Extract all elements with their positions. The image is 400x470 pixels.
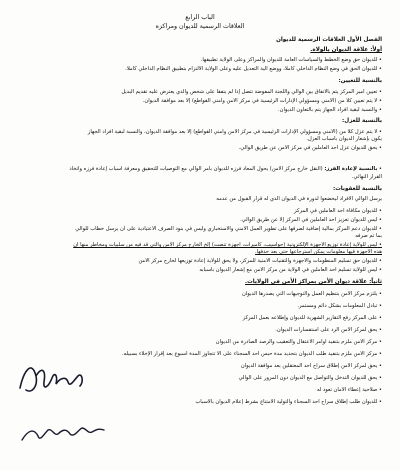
subheading-penalties: بالنسبة للعقوبات:: [332, 186, 382, 192]
text-line: • للديوان حق وضع الخطط والسياسات العامة للديوان والمراكز وعلى الولاية تطبيقها.: [16, 57, 382, 63]
text-line: • ليس للولاية تسليم أحد العاملين في الولاية من مركز الأمن مع إشعار الديوان بأسبابه: [16, 267, 382, 273]
section-first-heading: أولاً: علاقة الديوان بالولاة.: [310, 47, 382, 53]
text-line: • تعيين أمير المركز يتم بالاتفاق بين الوالي واللجنة المفوضة تتصل إذا لم يتفقا على شخص والذي يعترض عليه تقديم البديل: [16, 89, 382, 95]
text-line: هذه الأجهزة فيها معلومات يمكن استرجاعها حتى بعد حذفها.: [254, 249, 382, 255]
text-line: [16, 166, 382, 172]
text-line: • مركز الأمن ملزم بتنفيذ أوامر الاعتقال والتعقيب والرصد الصادرة من الديوان: [16, 339, 382, 345]
text-line: • ليس للديوان تعزيز أحد العاملين في المركز إلا عن طريق الوالي.: [16, 217, 382, 223]
chapter-heading: الفصل الأول العلاقات الرسمية للديوان: [276, 37, 382, 43]
text-line: يكون بإشعار الديوان بأسباب العزل.: [306, 136, 382, 142]
text-line: • يحق للديوان التدخل والتواصل مع الديوان دون المرور على الوالي: [16, 375, 382, 381]
text-line: • تبادل المعلومات بشكل دائم ومستمر.: [16, 303, 382, 309]
text-line: • يحق للديوان عزل أحد العاملين في مركز الأمن عن طريق الوالي.: [16, 145, 382, 151]
text-line: • للديوان دعم المركز بمالية إضافية لصرفها على تطوير العمل الأمني والاستخباري وليس في بنود الصرف الاعتيادية على أن يرسل خطاب للوالي: [16, 226, 382, 232]
text-line: • يلتزم مركز الأمن بتنظيم العمل والتوجيهات التي يصدرها الديوان: [16, 291, 382, 297]
text-line: • للديوان مكافأة أحد العاملين في المركز: [16, 208, 382, 214]
text-line: • على المركز رفع التقارير الشهرية للديوان وإطلاعه بعمل المركز: [16, 315, 382, 321]
text-line: يرسل الوالي الأفراد ليخضعوا لدورة في الديوان الذي له قرار القبول من عدمه: [216, 196, 382, 202]
text-line: • لا يتم عزل كلاً من (الأمني ومسؤولي الإدارات الرئيسية في مركز الأمن وأمني القواطع) إلا بعد موافقة الديوان، والنسبة لبقية أفراد الجهاز: [16, 129, 382, 135]
text-line: بما تم صرفه: [355, 233, 382, 239]
text-line: • للديوان حق تسليم المنظومات والأجهزة والتقنيات الأمنية للمركز، ولا يحق للولاية إعادة توزيعها لخارج مركز الأمن: [16, 258, 382, 264]
text-line: • صلاحية إعطاء الأمان تعود له: [16, 387, 382, 393]
chapter-subtitle: العلاقات الرسمية للديوان ومراكزه: [155, 23, 245, 30]
subheading-transfer: بالنسبة لإعادة الفرز:: [324, 166, 378, 172]
text-line: • يحق لمركز الأمن إطلاق سراح أحد المعتقلين بعد موافقة الديوان: [16, 363, 382, 369]
section-second-heading: ثانياً: علاقة ديوان الأمن بمراكز الأمن في الولايات.: [245, 279, 382, 285]
text-line: القرار النهائي.: [351, 174, 382, 180]
subheading-dismissal: بالنسبة للعزل:: [341, 118, 382, 124]
chapter-title: الباب الرابع: [185, 14, 215, 21]
subheading-appointment: بالنسبة للتعيين:: [338, 78, 382, 84]
text-span: (النقل خارج مركز الأمن) يحول المعاد فرزه للديوان بأمر الوالي مع التوصيات للتحقيق ومعرفة أسباب إعادة فرزه واتخاذ: [69, 166, 323, 172]
text-line: • للديوان الحق في وضع النظام الداخلي كاملاً، ووضع آلية التعديل عليه وعلى الولاية الالتزام بتطبيق النظام الداخلي كاملاً.: [16, 66, 382, 72]
text-line: • والنسبة لبقية أفراد الجهاز يتم بالتعاون الديوان.: [16, 107, 382, 113]
handwritten-signatures: [12, 330, 132, 450]
text-line: • لا يتم تعيين كلاً من (الأمني ومسؤولي الإدارات الرئيسية في مركز الأمن وأمني القواطع) إلا بعد موافقة الديوان.: [16, 98, 382, 104]
text-line: • ليس للولاية إعادة توزيع الأجهزة الإلكترونية (حواسيب، كاميرات، أجهزة تنصت) إلخ الخارج مركز الأمن والتي قد فيه من سلبيات ومخاطر منها أن: [16, 242, 382, 248]
text-line: • مركز الأمن ملزم بتنفيذ طلب الديوان بتحديد مدة حبس أحد السجناء على ألا تتجاوز المدة أسبوع بعد إقرار الإخلاء بسبيله.: [16, 351, 382, 357]
text-line: • للديوان طلب إطلاق سراح أحد السجناء والتولية الامتناع بشرط إعلام الديوان بالأسباب: [16, 399, 382, 405]
text-line: • يحق لمركز الأمن الرد على استفسارات الديوان.: [16, 327, 382, 333]
